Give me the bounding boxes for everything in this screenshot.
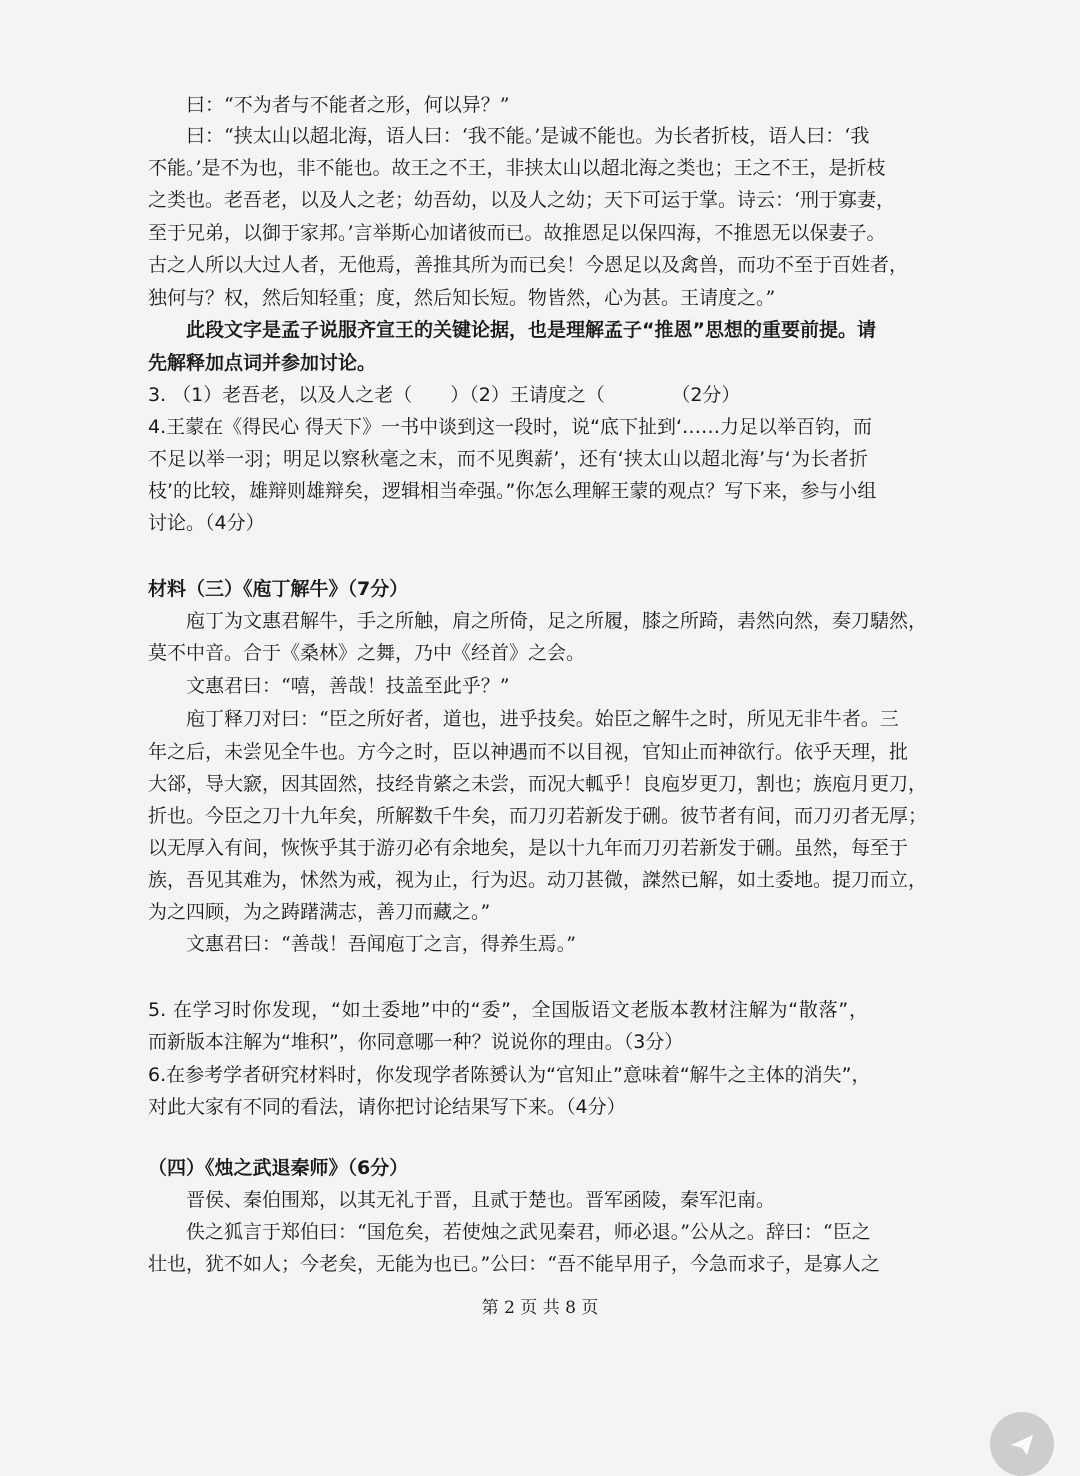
text-line: 古之人所以大过人者，无他焉，善推其所为而已矣！今恩足以及禽兽，而功不至于百姓者， <box>148 254 909 276</box>
text-line: 3. （1）老吾老，以及人之老（ ）（2）王请度之（ （2分） <box>148 384 741 406</box>
text-line: 文惠君曰：“善哉！吾闻庖丁之言，得养生焉。” <box>186 933 576 955</box>
text-line: 晋侯、秦伯围郑，以其无礼于晋，且贰于楚也。晋军函陵，秦军氾南。 <box>186 1189 776 1211</box>
text-line: 庖丁为文惠君解牛，手之所触，肩之所倚，足之所履，膝之所踦，砉然向然，奏刀騞然， <box>186 610 928 632</box>
share-icon <box>1007 1429 1037 1459</box>
text-line: 文惠君曰：“嘻，善哉！技盖至此乎？” <box>186 675 510 697</box>
text-line: 莫不中音。合于《桑林》之舞，乃中《经首》之会。 <box>148 642 586 664</box>
text-line: 曰：“不为者与不能者之形，何以异？” <box>186 94 510 116</box>
text-line: 之类也。老吾老，以及人之老；幼吾幼，以及人之幼；天下可运于掌。诗云：‘刑于寡妻， <box>148 189 896 211</box>
text-line: 曰：“挟太山以超北海，语人曰：‘我不能。’是诚不能也。为长者折枝，语人曰：‘我 <box>186 125 870 147</box>
text-line: 对此大家有不同的看法，请你把讨论结果写下来。（4分） <box>148 1096 626 1118</box>
text-line: 枝’的比较，雄辩则雄辩矣，逻辑相当牵强。”你怎么理解王蒙的观点？写下来，参与小组 <box>148 480 877 502</box>
text-line: 壮也，犹不如人；今老矣，无能为也已。”公曰：“吾不能早用子，今急而求子，是寡人之 <box>148 1253 880 1275</box>
text-line: 折也。今臣之刀十九年矣，所解数千牛矣，而刀刃若新发于硎。彼节者有间，而刀刃者无厚； <box>148 805 928 827</box>
text-line: 讨论。（4分） <box>148 512 265 534</box>
text-line: 6.在参考学者研究材料时，你发现学者陈赟认为“官知止”意味着“解牛之主体的消失”， <box>148 1064 871 1086</box>
text-line: 4.王蒙在《得民心 得天下》一书中谈到这一段时，说“底下扯到‘……力足以举百钧，而 <box>148 416 873 438</box>
text-line: 庖丁释刀对曰：“臣之所好者，道也，进乎技矣。始臣之解牛之时，所见无非牛者。三 <box>186 708 899 730</box>
text-line: 为之四顾，为之踌躇满志，善刀而藏之。” <box>148 901 491 923</box>
text-line: 材料（三）《庖丁解牛》（7分） <box>148 578 409 600</box>
share-button[interactable] <box>990 1412 1054 1476</box>
text-line: 独何与？权，然后知轻重；度，然后知长短。物皆然，心为甚。王请度之。” <box>148 287 776 309</box>
text-line: 5. 在学习时你发现，“如土委地”中的“委”，全国版语文老版本教材注解为“散落”， <box>148 999 868 1021</box>
text-line: （四）《烛之武退秦师》（6分） <box>148 1157 409 1179</box>
text-line: 以无厚入有间，恢恢乎其于游刃必有余地矣，是以十九年而刀刃若新发于硎。虽然，每至于 <box>148 837 909 859</box>
text-line: 先解释加点词并参加讨论。 <box>148 352 377 374</box>
text-line: 不能。’是不为也，非不能也。故王之不王，非挟太山以超北海之类也；王之不王，是折枝 <box>148 157 886 179</box>
text-line: 佚之狐言于郑伯曰：“国危矣，若使烛之武见秦君，师必退。”公从之。辞曰：“臣之 <box>186 1221 871 1243</box>
text-line: 年之后，未尝见全牛也。方今之时，臣以神遇而不以目视，官知止而神欲行。依乎天理，批 <box>148 741 909 763</box>
text-line: 至于兄弟，以御于家邦。’言举斯心加诸彼而已。故推恩足以保四海，不推恩无以保妻子。 <box>148 222 886 244</box>
text-line: 而新版本注解为“堆积”，你同意哪一种？说说你的理由。（3分） <box>148 1031 684 1053</box>
text-line: 此段文字是孟子说服齐宣王的关键论据，也是理解孟子“推恩”思想的重要前提。请 <box>186 319 876 341</box>
text-line: 大郤，导大窾，因其固然，技经肯綮之未尝，而况大軱乎！良庖岁更刀，割也；族庖月更刀， <box>148 773 928 795</box>
text-line: 族，吾见其难为，怵然为戒，视为止，行为迟。动刀甚微，謋然已解，如土委地。提刀而立， <box>148 869 928 891</box>
page-footer: 第 2 页 共 8 页 <box>481 1298 599 1318</box>
text-line: 不足以举一羽；明足以察秋毫之末，而不见舆薪’，还有‘挟太山以超北海’与‘为长者折 <box>148 448 868 470</box>
